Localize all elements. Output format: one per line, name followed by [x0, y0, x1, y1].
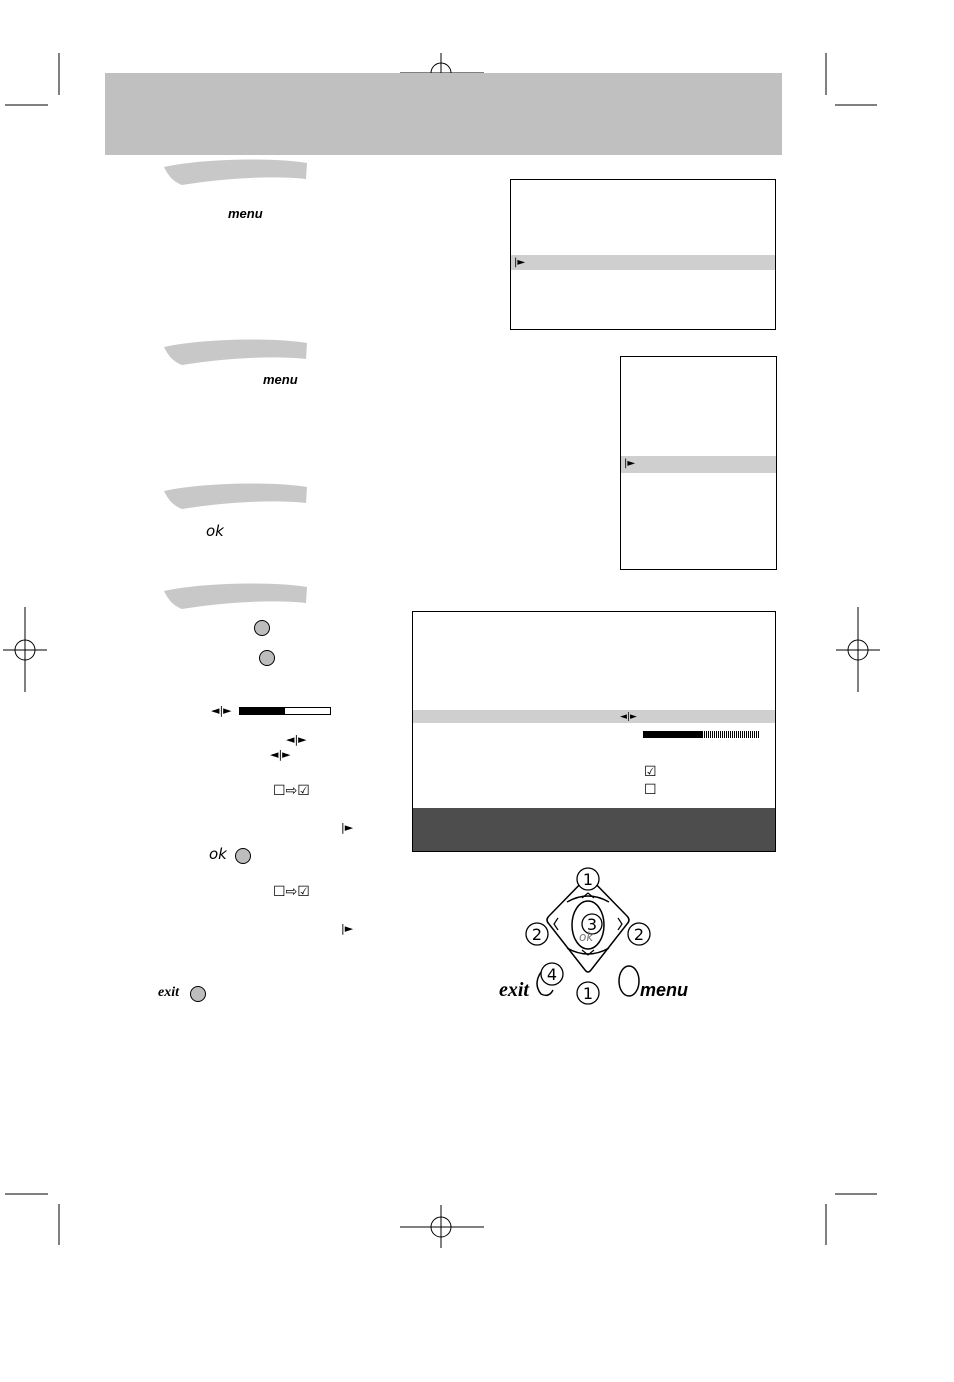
remote-diagram [495, 862, 700, 1007]
remote-exit-label: exit [499, 979, 529, 1001]
menu-screen-1-cursor: |► [514, 257, 526, 268]
step-2-menu-word: menu [263, 372, 298, 387]
step-1-swoosh [160, 157, 310, 191]
checkbox-empty-icon: ☐ [273, 884, 286, 900]
step-3-ok-word: ok [206, 522, 224, 540]
colour-button-1 [254, 620, 270, 636]
remote-menu-label: menu [640, 980, 689, 1000]
checkbox-empty-icon: ☐ [273, 783, 286, 799]
left-right-arrows-3: ◄|► [270, 748, 291, 761]
header-band [105, 73, 782, 155]
menu-screen-2 [620, 356, 777, 570]
menu-screen-1 [510, 179, 776, 330]
menu-screen-3-dark-band [413, 808, 775, 851]
menu-screen-3-checkbox-empty: ☐ [644, 782, 657, 798]
step-1-menu-word: menu [228, 206, 263, 221]
checkbox-checked-icon: ☑ [297, 884, 310, 900]
remote-ok-label: ok [579, 930, 594, 944]
menu-screen-1-highlight [511, 255, 775, 270]
inline-slider-fill [240, 708, 285, 714]
checkbox-checked-icon: ☑ [297, 783, 310, 799]
step-3-swoosh [160, 481, 310, 515]
badge-left-number: 2 [531, 925, 543, 944]
menu-button-oval [619, 966, 639, 996]
exit-button-icon [190, 986, 206, 1002]
menu-screen-3-highlight [413, 710, 775, 723]
badge-down-number: 1 [582, 984, 594, 1003]
ok-button-icon [235, 848, 251, 864]
checkbox-transition-1 [273, 785, 310, 797]
badge-exit-number: 4 [546, 965, 558, 984]
right-arrow-1: |► [341, 821, 354, 834]
step-4-ok-word: ok [209, 845, 227, 863]
checkbox-transition-2 [273, 886, 310, 898]
menu-screen-2-highlight [621, 456, 776, 473]
left-right-arrows: ◄|► [211, 704, 232, 717]
colour-button-2 [259, 650, 275, 666]
menu-screen-3-slider [643, 731, 760, 738]
badge-ok-number: 3 [586, 915, 598, 934]
arrow-to-icon: ⇨ [285, 783, 298, 799]
step-2-swoosh [160, 337, 310, 371]
left-right-arrows-2: ◄|► [286, 733, 307, 746]
badge-right-number: 2 [633, 925, 645, 944]
menu-screen-3-left-right: ◄|► [620, 712, 637, 722]
menu-screen-3-checkbox-checked: ☑ [644, 764, 657, 780]
badge-up-number: 1 [582, 870, 594, 889]
arrow-to-icon: ⇨ [285, 884, 298, 900]
inline-slider [239, 707, 331, 715]
menu-screen-3-slider-fill [643, 731, 702, 738]
exit-word: exit [158, 985, 179, 1000]
step-4-swoosh [160, 581, 310, 615]
menu-screen-2-cursor: |► [624, 458, 636, 469]
menu-screen-3 [412, 611, 776, 852]
right-arrow-2: |► [341, 922, 354, 935]
menu-screen-3-slider-ticks [702, 731, 761, 738]
